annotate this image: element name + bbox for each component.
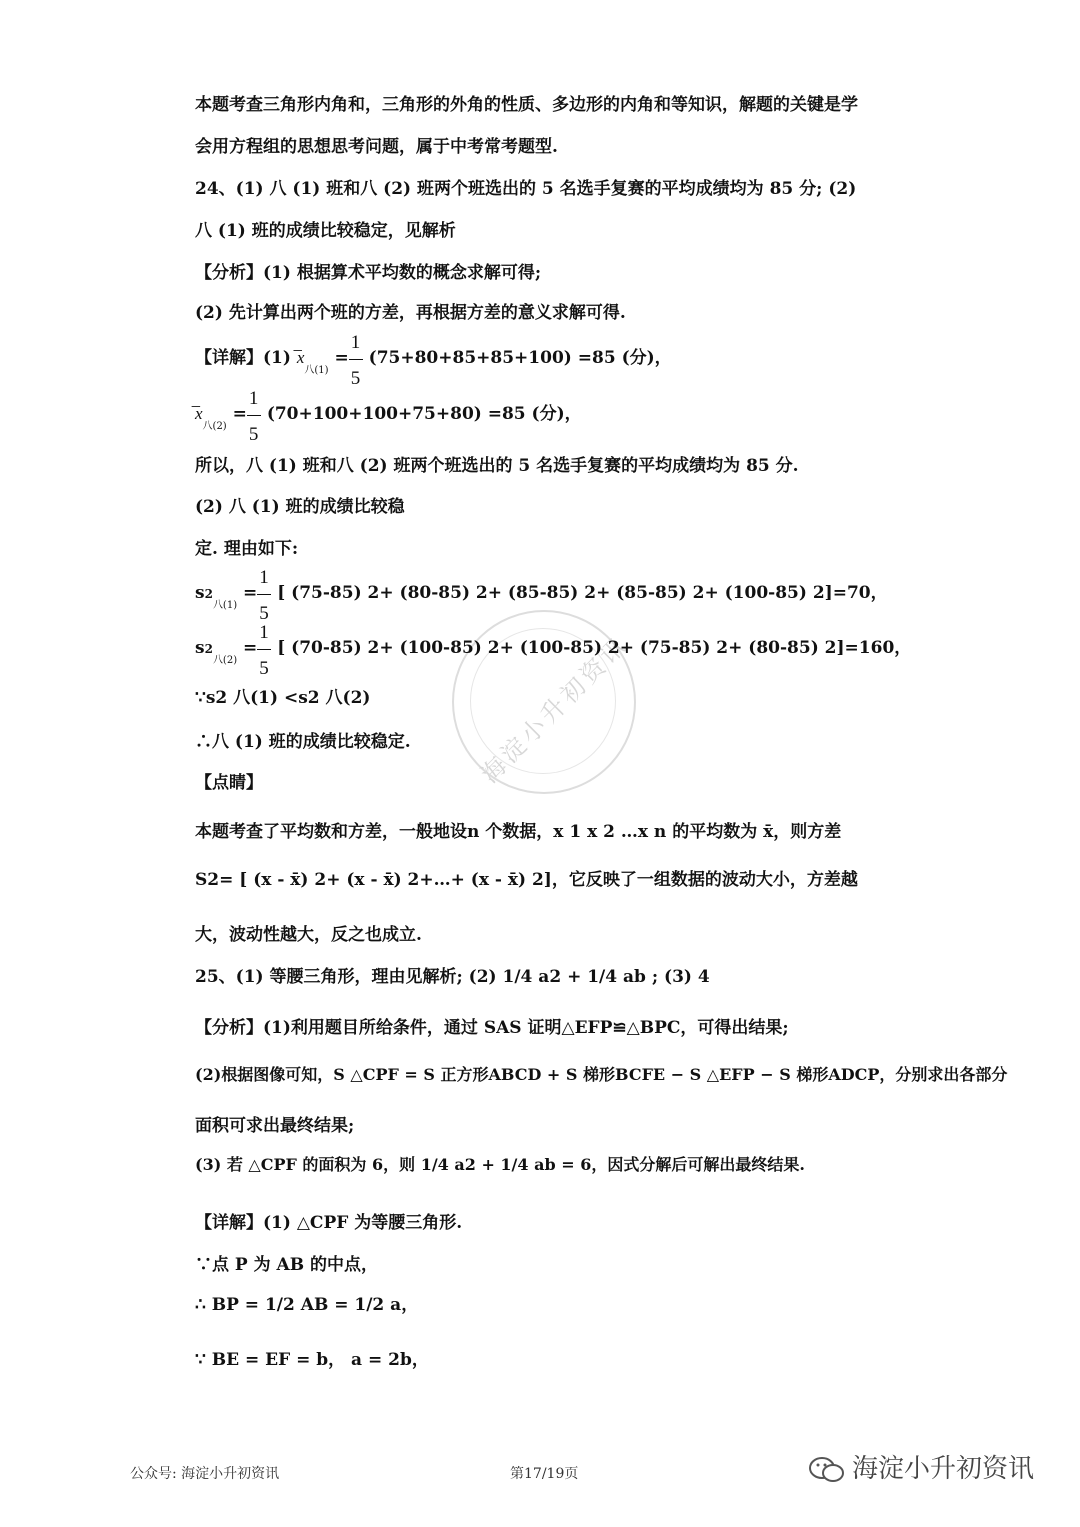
text-line: ∴八 (1) 班的成绩比较稳定. [195,732,411,752]
text-line: 大，波动性越大，反之也成立. [195,925,422,945]
text-line: (3) 若 △CPF 的面积为 6，则 1/4 a2 + 1/4 ab = 6，因式分解后可解出最终结果. [195,1155,805,1174]
formula-mean-class2: $̅x_{八(2)}$ = $\frac{1}{5}$ (70+100+100+75+80) =85 (分)， [195,387,582,445]
text-line: 定. 理由如下: [195,539,299,559]
text-line: 面积可求出最终结果; [195,1116,355,1136]
expr: (75+80+85+85+100) =85 (分)， [368,348,672,368]
text-line: 25、(1) 等腰三角形，理由见解析; (2) 1/4 a2 + 1/4 ab ; (3) 4 [195,967,710,987]
brand-name: 海淀小升初资讯 [852,1454,1035,1484]
text-line: ∵s2 八(1) <s2 八(2) [195,688,371,708]
expr: [ (75-85) 2+ (80-85) 2+ (85-85) 2+ (85-85) 2+ (100-85) 2]=70， [277,583,888,603]
watermark-text: 海淀小升初资讯 [475,630,634,789]
text-line: ∴ BP = 1/2 AB = 1/2 a， [195,1295,419,1315]
text-line: 【详解】(1) △CPF 为等腰三角形. [195,1213,463,1233]
footer-brand [808,1448,1034,1485]
formula-area: (2)根据图像可知，S △CPF = S 正方形ABCD + S 梯形BCFE − S △EFP − S 梯形ADCP，分别求出各部分 [195,1065,1008,1084]
formula-mean-class1: 【详解】(1) $̅x_{八(1)}$ = $\frac{1}{5}$ (75+80+85+85+100) =85 (分)， [195,331,672,389]
text-line: 24、(1) 八 (1) 班和八 (2) 班两个班选出的 5 名选手复赛的平均成绩均为 85 分; (2) [195,179,857,199]
text-line: (2) 八 (1) 班的成绩比较稳 [195,497,405,517]
text-line: 会用方程组的思想思考问题，属于中考常考题型. [195,137,558,157]
text-line: 本题考查了平均数和方差，一般地设n 个数据，x 1 x 2 …x n 的平均数为 x̄，则方差 [195,822,842,842]
text-line: 八 (1) 班的成绩比较稳定，见解析 [195,221,456,241]
text-line: 所以，八 (1) 班和八 (2) 班两个班选出的 5 名选手复赛的平均成绩均为 85 分. [195,456,799,476]
label: 【详解】(1) [195,348,291,368]
text-line: ∵点 P 为 AB 的中点， [195,1255,379,1275]
expr: [ (70-85) 2+ (100-85) 2+ (100-85) 2+ (75-85) 2+ (80-85) 2]=160， [277,638,912,658]
formula-variance-definition: S2= [ (x - x̄) 2+ (x - x̄) 2+…+ (x - x̄) 2]，它反映了一组数据的波动大小，方差越 [195,870,858,890]
text-line: 【点睛】 [195,773,263,793]
text-line: 本题考查三角形内角和，三角形的外角的性质、多边形的内角和等知识，解题的关键是学 [195,95,858,115]
text-line: ∵ BE = EF = b， a = 2b， [195,1350,429,1370]
formula-variance-class1: $s2_{八(1)}$ = $\frac{1}{5}$ [ (75-85) 2+ (80-85) 2+ (85-85) 2+ (85-85) 2+ (100-85) 2]=70， [195,566,888,624]
text-line: (2) 先计算出两个班的方差，再根据方差的意义求解可得. [195,303,626,323]
wechat-icon [808,1455,846,1485]
page-number: 第17/19页 [510,1466,579,1482]
footer-account: 公众号: 海淀小升初资讯 [130,1466,280,1482]
expr: (70+100+100+75+80) =85 (分)， [266,404,582,424]
text-line: 【分析】(1) 根据算术平均数的概念求解可得; [195,263,542,283]
formula-variance-class2: $s2_{八(2)}$ = $\frac{1}{5}$ [ (70-85) 2+ (100-85) 2+ (100-85) 2+ (75-85) 2+ (80-85) 2]=160， [195,621,912,679]
text-line: 【分析】(1)利用题目所给条件，通过 SAS 证明△EFP≌△BPC，可得出结果; [195,1018,789,1038]
